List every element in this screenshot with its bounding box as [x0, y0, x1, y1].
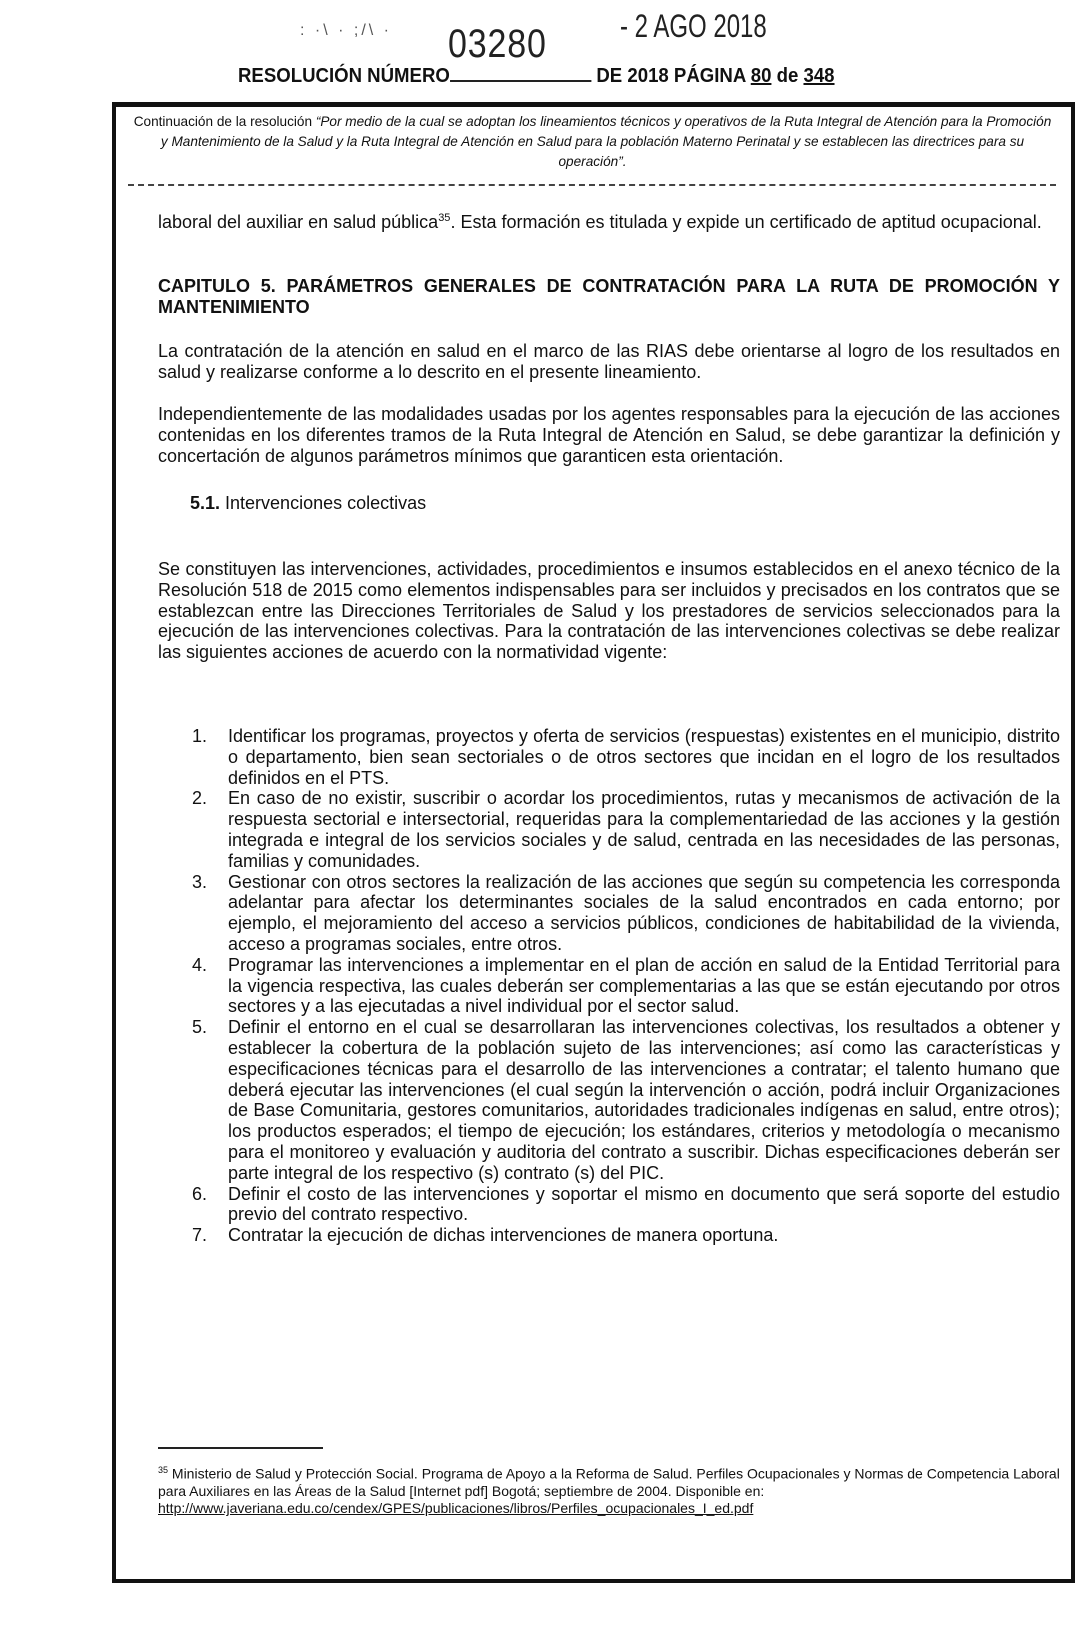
continuation-note	[130, 112, 1055, 172]
list-number: 4.	[192, 954, 208, 975]
chapter-heading: CAPITULO 5. PARÁMETROS GENERALES DE CONTRATACIÓN PARA LA RUTA DE PROMOCIÓN Y MANTENIMIENTO	[158, 276, 1060, 317]
list-item	[158, 955, 1060, 1017]
page-number: 80	[750, 65, 772, 87]
continuation-lead: Continuación de la resolución	[133, 114, 316, 129]
section-title: Intervenciones colectivas	[220, 493, 427, 513]
footnote-text: Ministerio de Salud y Protección Social. Programa de Apoyo a la Reforma de Salud. Perfiles Ocupacionales y Normas de Competencia Laboral para Auxiliares en las Áreas de la Salud [Internet pdf] Bogotá; septiembre de 2004. Disponible en:	[158, 1465, 1060, 1500]
list-number: 2.	[192, 788, 208, 809]
footnote-ref[interactable]: 35	[438, 212, 451, 224]
number-blank	[450, 62, 591, 82]
list-text: Programar las intervenciones a implementar en el plan de acción en salud de la Entidad Territorial para la vigencia respectiva, las cuales deberán ser complementarias a las que se están ejecutando por otros sectores y a las ejecutadas a nivel individual por el sector salud.	[228, 954, 1060, 1017]
list-number: 7.	[192, 1225, 208, 1246]
list-item	[158, 726, 1060, 788]
paragraph-4: Se constituyen las intervenciones, actividades, procedimientos e insumos establecidos en el anexo técnico de la Resolución 518 de 2015 como elementos indispensables para ser incluidos y precisados en los contratos que se establezcan entre las Direcciones Territoriales de Salud y los prestadores de servicios seleccionados para la ejecución de las intervenciones colectivas. Para la contratación de las intervenciones colectivas se debe realizar las siguientes acciones de acuerdo con la normatividad vigente:	[158, 559, 1060, 663]
list-text: Definir el entorno en el cual se desarrollaran las intervenciones colectivas, los resultados a obtener y establecer la cobertura de la población sujeto de las intervenciones; así como las características y especificaciones técnicas para el desarrollo de las intervenciones a contratar; el talento humano que deberá ejecutar las intervenciones (el cual según la intervención o acción, podrá incluir Organizaciones de Base Comunitaria, gestores comunitarios, autoridades tradicionales indígenas en salud, entre otros); los productos esperados; el tiempo de ejecución; los estándares, criterios y metodología o mecanismo para el monitoreo y evaluación y auditoria del contrato a suscribir. Dichas especificaciones deberán ser parte integral de los respectivo (s) contrato (s) del PIC.	[228, 1017, 1060, 1183]
section-number: 5.1.	[190, 493, 221, 513]
section-heading	[190, 493, 790, 514]
list-number: 6.	[192, 1183, 208, 1204]
footnote	[158, 1462, 1060, 1518]
paragraph-1	[158, 212, 1060, 233]
list-item	[158, 1225, 1060, 1246]
list-item	[158, 1184, 1060, 1226]
list-text: Identificar los programas, proyectos y oferta de servicios (respuestas) existentes en el municipio, distrito o departamento, bien sean sectoriales o de otros sectores que incidan en el logro de los resultados definidos en el PTS.	[228, 726, 1060, 788]
header-prefix: RESOLUCIÓN NÚMERO	[238, 65, 450, 87]
resolution-number: 03280	[448, 22, 547, 66]
p1-text-cont: . Esta formación es titulada y expide un certificado de aptitud ocupacional.	[450, 212, 1042, 232]
header-of: de	[771, 65, 804, 87]
dashed-divider	[128, 184, 1056, 186]
footnote-rule	[158, 1447, 323, 1449]
page-total: 348	[803, 65, 835, 87]
list-text: En caso de no existir, suscribir o acordar los procedimientos, rutas y mecanismos de activación de la respuesta sectorial e intersectorial, requeridas para la complementariedad de las acciones y la gestión integrada e integral de los servicios sociales y de salud, centrada en las necesidades de las personas, familias y comunidades.	[228, 788, 1060, 871]
header-middle: DE 2018 PÁGINA	[591, 65, 751, 87]
list-item	[158, 788, 1060, 871]
paragraph-2: La contratación de la atención en salud en el marco de las RIAS debe orientarse al logro de los resultados en salud y realizarse conforme a lo descrito en el presente lineamiento.	[158, 341, 1060, 382]
list-item	[158, 872, 1060, 955]
list-number: 1.	[192, 726, 208, 746]
list-number: 3.	[192, 871, 208, 892]
footnote-number: 35	[158, 1465, 169, 1475]
action-list	[158, 726, 1060, 1246]
resolution-date: - 2 AGO 2018	[620, 8, 767, 44]
paragraph-3: Independientemente de las modalidades usadas por los agentes responsables para la ejecución de las acciones contenidas en los diferentes tramos de la Ruta Integral de Atención en Salud, se debe garantizar la definición y concertación de algunos parámetros mínimos que garanticen esta orientación.	[158, 404, 1060, 466]
list-text: Contratar la ejecución de dichas intervenciones de manera oportuna.	[228, 1225, 779, 1246]
list-number: 5.	[192, 1017, 208, 1038]
footnote-link[interactable]: http://www.javeriana.edu.co/cendex/GPES/publicaciones/libros/Perfiles_ocupacionales_I_ed.pdf	[158, 1500, 754, 1517]
list-text: Gestionar con otros sectores la realización de las acciones que según su competencia les corresponda adelantar para afectar los determinantes sociales de la salud encontrados en cada entorno; por ejemplo, el mejoramiento del acceso a servicios públicos, condiciones de habitabilidad de la vivienda, acceso a programas sociales, entre otros.	[228, 871, 1060, 954]
p1-text: laboral del auxiliar en salud pública	[158, 212, 439, 232]
page-header	[238, 62, 835, 88]
continuation-quote: “Por medio de la cual se adoptan los lineamientos técnicos y operativos de la Ruta Integral de Atención para la Promoción y Mantenimiento de la Salud y la Ruta Integral de Atención en Salud para la población Materno Perinatal y se establecen las directrices para su operación”.	[160, 114, 1052, 169]
list-text: Definir el costo de las intervenciones y soportar el mismo en documento que será soporte del estudio previo del contrato respectivo.	[228, 1183, 1060, 1225]
stamp-marks: : ·\ · ;/\ ·	[300, 22, 392, 39]
list-item	[158, 1017, 1060, 1183]
